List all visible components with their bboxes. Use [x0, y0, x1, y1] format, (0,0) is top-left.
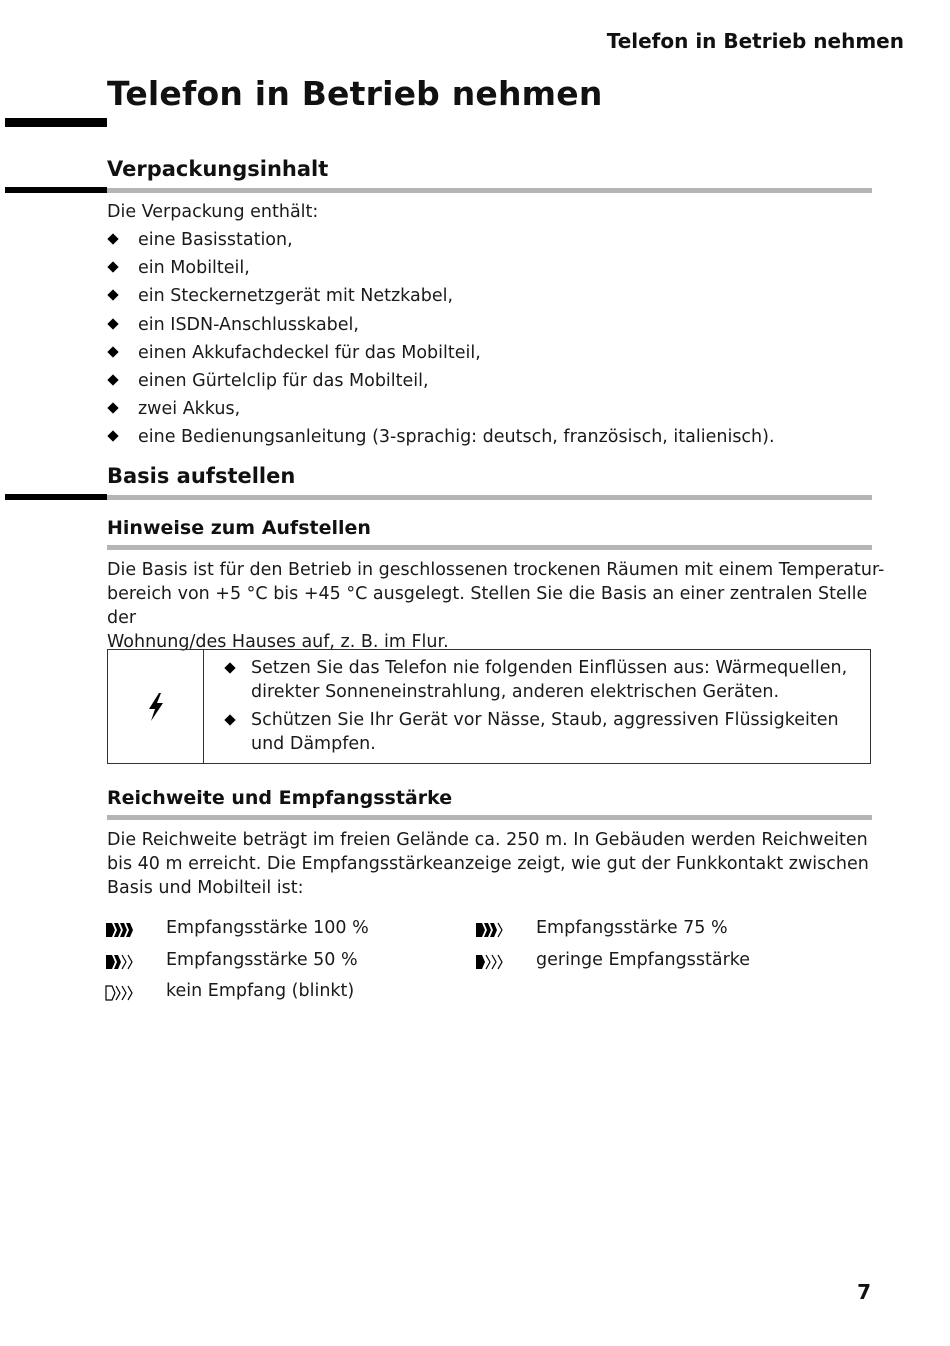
- bullet-diamond-icon: [107, 233, 118, 244]
- list-item: ein Steckernetzgerät mit Netzkabel,: [107, 284, 887, 312]
- signal-50-icon: [105, 952, 137, 972]
- signal-base-segment: [476, 955, 485, 969]
- package-contents-list: [107, 228, 887, 454]
- lightning-icon: [145, 692, 167, 722]
- signal-base-segment: [106, 986, 115, 1000]
- section-rule-left: [5, 187, 107, 193]
- signal-chevron-segment: [486, 955, 490, 969]
- signal-75-icon: [475, 920, 507, 940]
- section-heading-verpackungsinhalt: Verpackungsinhalt: [107, 157, 329, 181]
- signal-base-segment: [476, 923, 485, 937]
- subheading-hinweise: Hinweise zum Aufstellen: [107, 517, 371, 539]
- bullet-diamond-icon: [224, 714, 235, 725]
- title-rule: [5, 118, 107, 127]
- subheading-reichweite: Reichweite und Empfangsstärke: [107, 787, 453, 809]
- list-item: eine Basisstation,: [107, 228, 887, 256]
- range-text: Die Reichweite beträgt im freien Gelände ca. 250 m. In Gebäuden werden Reichweiten bis 40 m erreicht. Die Empfangsstärkeanzeige zeigt, wie gut der Funkkontakt zwischen Basis und Mobilteil ist:: [107, 830, 869, 898]
- warning-list: [224, 656, 864, 760]
- signal-low-icon: [475, 952, 507, 972]
- signal-none-icon: [105, 983, 137, 1003]
- warning-item: Schützen Sie Ihr Gerät vor Nässe, Staub, aggressiven Flüssigkeiten und Dämpfen.: [224, 708, 864, 756]
- section-rule-left: [5, 494, 107, 500]
- bullet-diamond-icon: [107, 431, 118, 442]
- section-rule: [107, 188, 872, 193]
- list-item: zwei Akkus,: [107, 397, 887, 425]
- page-number: 7: [857, 1280, 871, 1304]
- signal-chevron-segment: [114, 923, 121, 937]
- signal-base-segment: [106, 923, 115, 937]
- list-item: einen Akkufachdeckel für das Mobilteil,: [107, 341, 887, 369]
- signal-chevron-segment: [122, 986, 126, 1000]
- signal-chevron-segment: [128, 955, 132, 969]
- signal-chevron-segment: [114, 955, 121, 969]
- bullet-diamond-icon: [107, 318, 118, 329]
- signal-full-icon: [105, 920, 137, 940]
- signal-chevron-segment: [498, 923, 502, 937]
- package-intro: Die Verpackung enthält:: [107, 202, 319, 222]
- subsection-rule: [107, 815, 872, 820]
- signal-chevron-segment: [484, 923, 491, 937]
- signal-chevron-segment: [492, 955, 496, 969]
- section-rule: [107, 495, 872, 500]
- bullet-diamond-icon: [107, 262, 118, 273]
- subsection-rule: [107, 545, 872, 550]
- running-header: Telefon in Betrieb nehmen: [606, 29, 904, 53]
- page-title: Telefon in Betrieb nehmen: [107, 74, 603, 113]
- signal-chevron-segment: [126, 923, 133, 937]
- signal-chevron-segment: [128, 986, 132, 1000]
- list-item: ein Mobilteil,: [107, 256, 887, 284]
- warning-box: [107, 649, 871, 764]
- bullet-diamond-icon: [224, 662, 235, 673]
- section-heading-basis-aufstellen: Basis aufstellen: [107, 464, 296, 488]
- signal-chevron-segment: [490, 923, 497, 937]
- signal-base-segment: [106, 955, 115, 969]
- signal-chevron-segment: [498, 955, 502, 969]
- list-item: einen Gürtelclip für das Mobilteil,: [107, 369, 887, 397]
- bullet-diamond-icon: [107, 290, 118, 301]
- signal-chevron-segment: [120, 923, 127, 937]
- warning-item: Setzen Sie das Telefon nie folgenden Einflüssen aus: Wärmequellen, direkter Sonneneinstrahlung, anderen elektrischen Geräten.: [224, 656, 864, 704]
- placement-text: Die Basis ist für den Betrieb in geschlossenen trockenen Räumen mit einem Temperatur- bereich von +5 °C bis +45 °C ausgelegt. Stellen Sie die Basis an einer zentralen Stelle der Wohnung/des Hauses auf, z. B. im Flur.: [107, 560, 885, 652]
- signal-chevron-segment: [116, 986, 120, 1000]
- bullet-diamond-icon: [107, 374, 118, 385]
- bullet-diamond-icon: [107, 346, 118, 357]
- list-item: eine Bedienungsanleitung (3-sprachig: deutsch, französisch, italienisch).: [107, 425, 887, 453]
- list-item: ein ISDN-Anschlusskabel,: [107, 313, 887, 341]
- signal-chevron-segment: [122, 955, 126, 969]
- bullet-diamond-icon: [107, 402, 118, 413]
